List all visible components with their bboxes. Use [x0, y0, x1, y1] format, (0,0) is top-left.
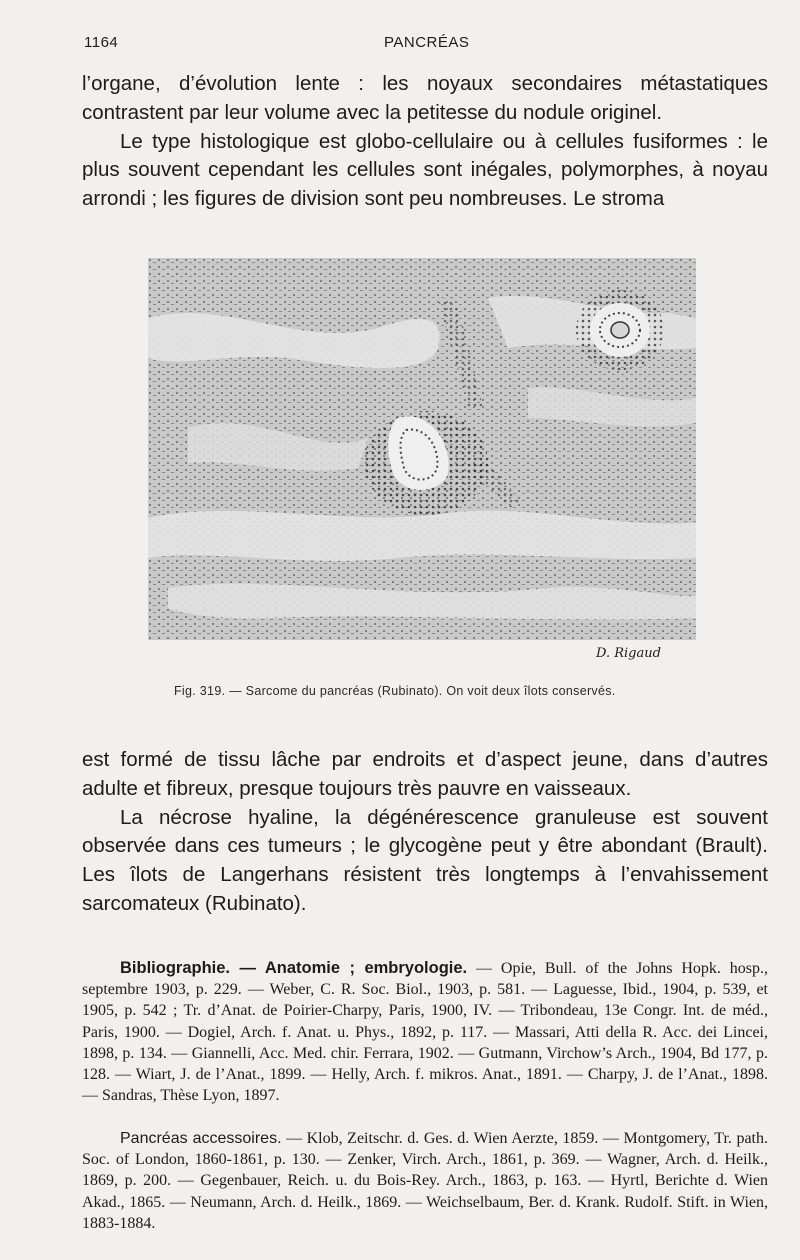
sarcoma-illustration: [148, 258, 696, 640]
page-header: [84, 28, 756, 54]
accessories-paragraph: [82, 1128, 768, 1234]
paragraph: est formé de tissu lâche par endroits et d’aspect jeune, dans d’autres adulte et fibreux, presque toujours très pauvre en vaisseaux.: [82, 748, 768, 800]
accessories-text: — Klob, Zeitschr. d. Ges. d. Wien Aerzte, 1859. — Montgomery, Tr. path. Soc. of London, 1860-1861, p. 130. — Zenker, Virch. Arch., 1861, p. 369. — Wagner, Arch. d. Heilk., 1869, p. 200. — Gegenbauer, Reich. u. du Bois-Rey. Arch., 1863, p. 163. — Hyrtl, Berichte d. Wien Akad., 1865. — Neumann, Arch. d. Heilk., 1869. — Weichselbaum, Ber. d. Krank. Rudolf. Stift. in Wien, 1883-1884.: [82, 1130, 769, 1232]
body-text-top: [82, 70, 768, 214]
paragraph: La nécrose hyaline, la dégénérescence granuleuse est souvent observée dans ces tumeurs ; le glycogène peut y être abondant (Brault). Les îlots de Langerhans résistent très longtemps à l’envahissement sarcomateux (Rubinato).: [82, 805, 768, 915]
accessories-heading: Pancréas accessoires.: [120, 1130, 282, 1147]
artist-signature: D. Rigaud: [596, 646, 661, 661]
paragraph: l’organe, d’évolution lente : les noyaux secondaires métastatiques contrastent par leur volume avec la petitesse du nodule originel.: [82, 72, 768, 124]
bibliography-text: — Opie, Bull. of the Johns Hopk. hosp., septembre 1903, p. 229. — Weber, C. R. Soc. Biol., 1903, p. 581. — Laguesse, Ibid., 1904, p. 539, et 1905, p. 542 ; Tr. d’Anat. de Poirier-Charpy, Paris, 1900, IV. — Tribondeau, 13e Congr. Int. de méd., Paris, 1900. — Dogiel, Arch. f. Anat. u. Phys., 1892, p. 117. — Massari, Atti della R. Acc. dei Lincei, 1898, p. 134. — Giannelli, Acc. Med. chir. Ferrara, 1902. — Gutmann, Virchow’s Arch., 1904, Bd 177, p. 128. — Wiart, J. de l’Anat., 1899. — Helly, Arch. f. mikros. Anat., 1891. — Charpy, J. de l’Anat., 1898. — Sandras, Thèse Lyon, 1897.: [82, 960, 769, 1105]
bibliography-heading: Bibliographie. — Anatomie ; embryologie.: [120, 959, 468, 977]
accessories-section: [82, 1128, 768, 1234]
body-text-bottom: [82, 746, 768, 919]
running-head: PANCRÉAS: [384, 34, 470, 51]
histology-figure: [148, 258, 696, 640]
page-number: 1164: [84, 34, 119, 51]
bibliography-section: [82, 958, 768, 1106]
paragraph: Le type histologique est globo-cellulaire ou à cellules fusiformes : le plus souvent cependant les cellules sont inégales, polymorphes, à noyau arrondi ; les figures de division sont peu nombreuses. Le stroma: [82, 129, 768, 211]
bibliography-paragraph: [82, 958, 768, 1106]
figure-caption: Fig. 319. — Sarcome du pancréas (Rubinato). On voit deux îlots conservés.: [174, 684, 616, 698]
